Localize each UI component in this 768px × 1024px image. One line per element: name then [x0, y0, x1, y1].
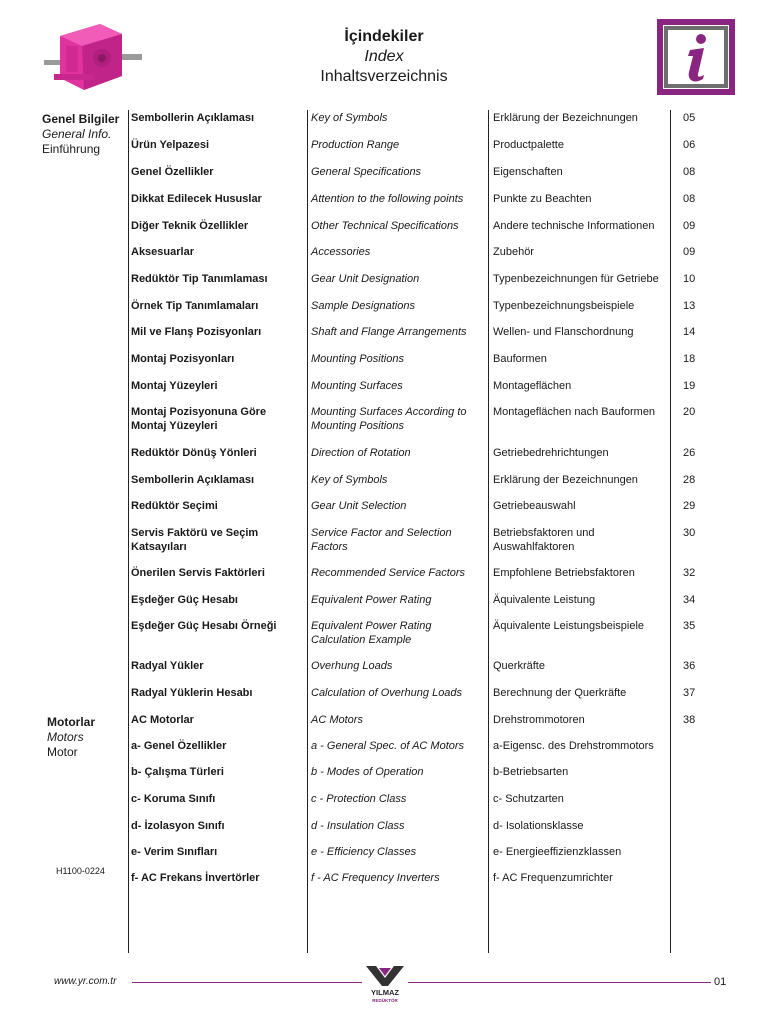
toc-entry-tr: Redüktör Seçimi: [131, 500, 218, 512]
toc-entry-tr: Radyal Yükler: [131, 660, 204, 672]
toc-page-number: 35: [683, 620, 696, 632]
toc-page-number: 08: [683, 193, 696, 205]
toc-entry-en: Sample Designations: [311, 300, 415, 312]
toc-page-number: 37: [683, 687, 696, 699]
toc-entry-de: Typenbezeichnungen für Getriebe: [493, 273, 659, 285]
toc-entry-de: Punkte zu Beachten: [493, 193, 592, 205]
document-code: H1100-0224: [56, 866, 105, 876]
toc-entry-en: Equivalent Power Rating: [311, 594, 432, 606]
toc-entry-de: Montageflächen nach Bauformen: [493, 406, 656, 418]
header-titles: [0, 27, 768, 87]
toc-entry-en: Mounting Positions: [311, 353, 404, 365]
footer-rule: [132, 982, 362, 983]
toc-entry-tr: Mil ve Flanş Pozisyonları: [131, 326, 262, 338]
toc-entry-tr: a- Genel Özellikler: [131, 740, 227, 752]
toc-entry-de: Betriebsfaktoren und Auswahlfaktoren: [493, 527, 595, 553]
toc-entry-en: Shaft and Flange Arrangements: [311, 326, 467, 338]
toc-entry-tr: Servis Faktörü ve Seçim Katsayıları: [131, 527, 259, 553]
toc-page-number: 20: [683, 406, 696, 418]
toc-entry-en: d - Insulation Class: [311, 820, 405, 832]
toc-entry-de: Getriebedrehrichtungen: [493, 447, 609, 459]
toc-entry-tr: c- Koruma Sınıfı: [131, 793, 216, 805]
toc-entry-tr: Montaj Yüzeyleri: [131, 380, 218, 392]
toc-entry-tr: Ürün Yelpazesi: [131, 139, 210, 151]
column-divider: [307, 110, 308, 953]
toc-entry-tr: Eşdeğer Güç Hesabı Örneği: [131, 620, 277, 632]
info-icon: [656, 18, 736, 96]
toc-entry-en: Accessories: [311, 246, 371, 258]
toc-page-number: 13: [683, 300, 696, 312]
toc-entry-en: c - Protection Class: [311, 793, 407, 805]
toc-entry-en: Calculation of Overhung Loads: [311, 687, 463, 699]
toc-entry-tr: Redüktör Dönüş Yönleri: [131, 447, 257, 459]
toc-entry-tr: e- Verim Sınıfları: [131, 846, 218, 858]
toc-entry-de: a-Eigensc. des Drehstrommotors: [493, 740, 654, 752]
toc-page-number: 05: [683, 112, 696, 124]
section-title-tr: Motorlar: [47, 715, 95, 729]
toc-entry-en: Other Technical Specifications: [311, 220, 459, 232]
section-title-en: General Info.: [42, 127, 112, 141]
toc-entry-de: Wellen- und Flanschordnung: [493, 326, 634, 338]
toc-entry-en: Equivalent Power Rating Calculation Example: [311, 620, 432, 646]
toc-entry-tr: Önerilen Servis Faktörleri: [131, 567, 265, 579]
toc-page-number: 10: [683, 273, 696, 285]
footer-website-link[interactable]: www.yr.com.tr: [54, 976, 117, 987]
toc-entry-en: General Specifications: [311, 166, 422, 178]
toc-entry-de: Typenbezeichnungsbeispiele: [493, 300, 635, 312]
toc-entry-en: e - Efficiency Classes: [311, 846, 417, 858]
section-title-en: Motors: [47, 730, 84, 744]
toc-entry-de: Getriebeauswahl: [493, 500, 576, 512]
toc-page-number: 14: [683, 326, 696, 338]
toc-entry-de: Bauformen: [493, 353, 547, 365]
toc-entry-de: Querkräfte: [493, 660, 545, 672]
toc-entry-de: e- Energieeffizienzklassen: [493, 846, 622, 858]
page-number: 01: [714, 976, 727, 988]
toc-entry-de: d- Isolationsklasse: [493, 820, 584, 832]
toc-entry-en: Overhung Loads: [311, 660, 393, 672]
yilmaz-logo: [364, 964, 406, 1004]
page-subtitle-de: Inhaltsverzeichnis: [320, 68, 448, 85]
toc-entry-tr: Eşdeğer Güç Hesabı: [131, 594, 238, 606]
section-title-de: Motor: [47, 745, 78, 759]
toc-entry-de: Empfohlene Betriebsfaktoren: [493, 567, 635, 579]
page-subtitle-en: Index: [364, 48, 404, 65]
toc-entry-en: Mounting Surfaces: [311, 380, 403, 392]
toc-entry-de: c- Schutzarten: [493, 793, 564, 805]
toc-entry-en: a - General Spec. of AC Motors: [311, 740, 465, 752]
toc-entry-en: Key of Symbols: [311, 112, 388, 124]
toc-entry-tr: Sembollerin Açıklaması: [131, 112, 255, 124]
toc-entry-en: f - AC Frequency Inverters: [311, 872, 440, 884]
toc-page-number: 28: [683, 474, 696, 486]
toc-page-number: 30: [683, 527, 696, 539]
footer-rule: [408, 982, 711, 983]
toc-page-number: 18: [683, 353, 696, 365]
toc-page-number: 09: [683, 220, 696, 232]
toc-entry-tr: Dikkat Edilecek Hususlar: [131, 193, 262, 205]
toc-entry-de: b-Betriebsarten: [493, 766, 569, 778]
toc-page-number: 19: [683, 380, 696, 392]
toc-entry-de: Erklärung der Bezeichnungen: [493, 112, 638, 124]
toc-entry-de: Äquivalente Leistungsbeispiele: [493, 620, 645, 632]
toc-page-number: 08: [683, 166, 696, 178]
toc-page-number: 32: [683, 567, 696, 579]
toc-entry-tr: Diğer Teknik Özellikler: [131, 220, 249, 232]
toc-entry-tr: Aksesuarlar: [131, 246, 194, 258]
toc-entry-en: AC Motors: [311, 714, 363, 726]
toc-entry-de: Äquivalente Leistung: [493, 594, 596, 606]
toc-entry-en: Gear Unit Selection: [311, 500, 407, 512]
column-divider: [128, 110, 129, 953]
toc-entry-en: Direction of Rotation: [311, 447, 411, 459]
toc-page-number: 36: [683, 660, 696, 672]
toc-entry-tr: d- İzolasyon Sınıfı: [131, 820, 225, 832]
toc-entry-en: Mounting Surfaces According to Mounting Positions: [311, 406, 467, 432]
toc-entry-de: Erklärung der Bezeichnungen: [493, 474, 638, 486]
toc-page-number: 38: [683, 714, 696, 726]
toc-entry-de: Berechnung der Querkräfte: [493, 687, 627, 699]
toc-entry-de: Drehstrommotoren: [493, 714, 585, 726]
toc-entry-tr: b- Çalışma Türleri: [131, 766, 224, 778]
toc-entry-en: b - Modes of Operation: [311, 766, 424, 778]
toc-entry-tr: Montaj Pozisyonuna Göre Montaj Yüzeyleri: [131, 406, 267, 432]
toc-entry-en: Gear Unit Designation: [311, 273, 420, 285]
toc-entry-tr: Genel Özellikler: [131, 166, 214, 178]
toc-entry-de: Andere technische Informationen: [493, 220, 655, 232]
toc-entry-de: f- AC Frequenzumrichter: [493, 872, 613, 884]
toc-entry-tr: f- AC Frekans İnvertörler: [131, 872, 260, 884]
toc-entry-tr: Montaj Pozisyonları: [131, 353, 235, 365]
toc-page-number: 06: [683, 139, 696, 151]
page-title: İçindekiler: [344, 28, 424, 45]
section-title-de: Einführung: [42, 142, 101, 156]
toc-entry-de: Productpalette: [493, 139, 564, 151]
logo-wordmark: YILMAZ: [371, 988, 399, 997]
toc-entry-en: Attention to the following points: [311, 193, 464, 205]
toc-page-number: 29: [683, 500, 696, 512]
toc-entry-tr: Sembollerin Açıklaması: [131, 474, 255, 486]
toc-entry-tr: Redüktör Tip Tanımlaması: [131, 273, 268, 285]
logo-subtext: REDÜKTÖR: [372, 998, 398, 1003]
toc-entry-de: Zubehör: [493, 246, 534, 258]
toc-entry-de: Montageflächen: [493, 380, 572, 392]
toc-entry-en: Production Range: [311, 139, 400, 151]
toc-entry-tr: Örnek Tip Tanımlamaları: [131, 300, 259, 312]
toc-entry-en: Recommended Service Factors: [311, 567, 466, 579]
column-divider: [488, 110, 489, 953]
toc-page-number: 09: [683, 246, 696, 258]
toc-page-number: 26: [683, 447, 696, 459]
toc-entry-en: Key of Symbols: [311, 474, 388, 486]
toc-entry-de: Eigenschaften: [493, 166, 563, 178]
toc-entry-tr: Radyal Yüklerin Hesabı: [131, 687, 253, 699]
section-title-tr: Genel Bilgiler: [42, 112, 120, 126]
toc-entry-tr: AC Motorlar: [131, 714, 194, 726]
toc-page-number: 34: [683, 594, 696, 606]
toc-entry-en: Service Factor and Selection Factors: [311, 527, 452, 553]
